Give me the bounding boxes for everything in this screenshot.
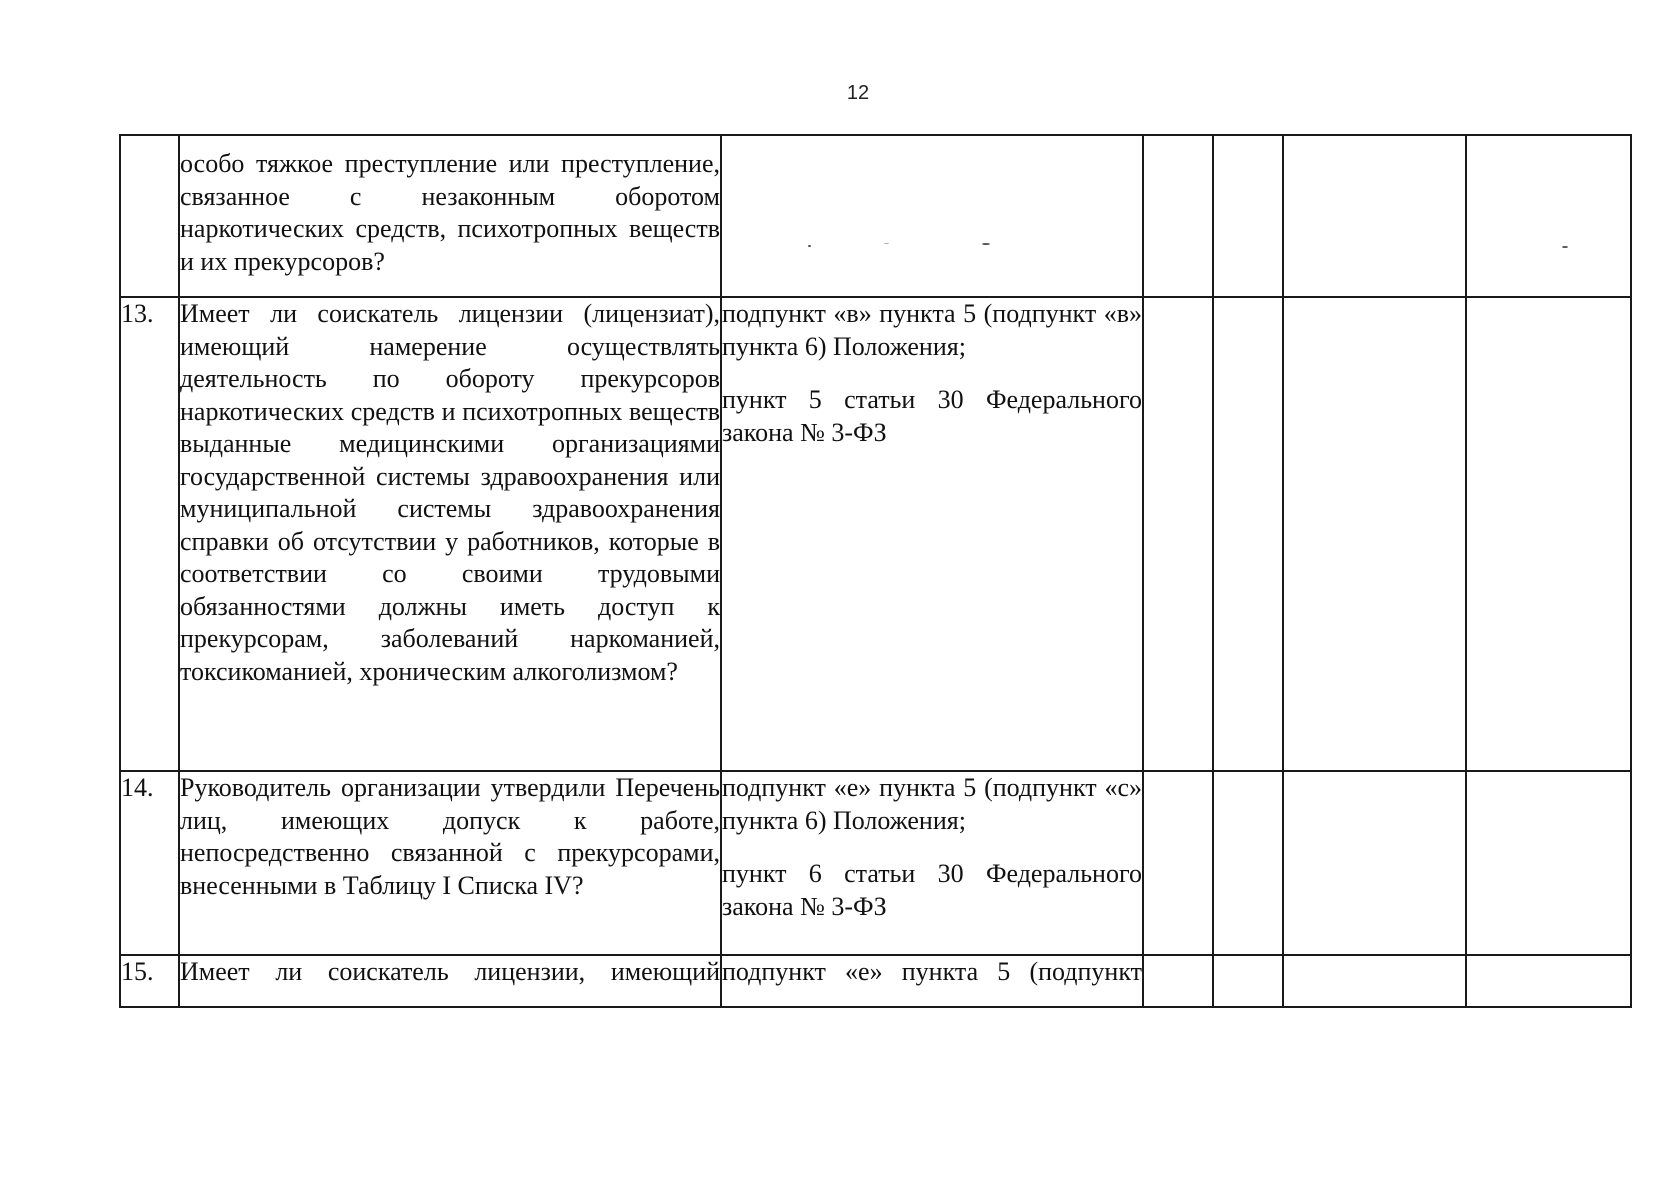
reference-line: подпункт «е» пункта 5 (подпункт <box>722 957 1142 986</box>
empty-cell <box>1466 771 1631 955</box>
empty-cell <box>1466 135 1631 297</box>
row-question: Имеет ли соискатель лицензии, имеющий <box>179 955 721 1007</box>
checklist-table <box>119 134 1632 1008</box>
scan-speck <box>884 243 889 244</box>
row-number: 15. <box>120 955 179 1007</box>
row-reference <box>721 135 1143 297</box>
row-reference <box>721 955 1143 1007</box>
empty-cell <box>1283 955 1466 1007</box>
empty-cell <box>1213 135 1283 297</box>
table-row <box>120 297 1631 771</box>
row-question: особо тяжкое преступление или преступление, связанное с незаконным оборотом наркотических средств, психотропных веществ и их прекурсоров? <box>179 135 721 297</box>
scan-speck <box>1562 246 1568 248</box>
page-number: 12 <box>846 82 870 104</box>
row-question: Имеет ли соискатель лицензии (лицензиат), имеющий намерение осуществлять деятельность по обороту прекурсоров наркотических средств и психотропных веществ выданные медицинскими организациями государственной системы здравоохранения или муниципальной системы здравоохранения справки об отсутствии у работников, которые в соответствии со своими трудовыми обязанностями должны иметь доступ к прекурсорам, заболеваний наркоманией, токсикоманией, хроническим алкоголизмом? <box>179 297 721 771</box>
reference-line: пункт 5 статьи 30 Федерального закона № 3-ФЗ <box>722 385 1142 447</box>
empty-cell <box>1213 771 1283 955</box>
scan-speck <box>808 245 811 247</box>
empty-cell <box>1283 297 1466 771</box>
table-row <box>120 955 1631 1007</box>
row-number: 13. <box>120 297 179 771</box>
empty-cell <box>1213 955 1283 1007</box>
empty-cell <box>1143 955 1213 1007</box>
table-row <box>120 771 1631 955</box>
empty-cell <box>1283 135 1466 297</box>
empty-cell <box>1213 297 1283 771</box>
empty-cell <box>1283 771 1466 955</box>
scan-speck <box>982 243 990 245</box>
empty-cell <box>1466 955 1631 1007</box>
table-row <box>120 135 1631 297</box>
row-number: 14. <box>120 771 179 955</box>
row-number <box>120 135 179 297</box>
empty-cell <box>1466 297 1631 771</box>
empty-cell <box>1143 135 1213 297</box>
row-question: Руководитель организации утвердили Перечень лиц, имеющих допуск к работе, непосредственно связанной с прекурсорами, внесенными в Таблицу I Списка IV? <box>179 771 721 955</box>
empty-cell <box>1143 771 1213 955</box>
row-reference <box>721 297 1143 771</box>
row-reference <box>721 771 1143 955</box>
empty-cell <box>1143 297 1213 771</box>
reference-line: подпункт «в» пункта 5 (подпункт «в» пункта 6) Положения; <box>722 299 1142 361</box>
reference-line: подпункт «е» пункта 5 (подпункт «с» пункта 6) Положения; <box>722 773 1142 835</box>
reference-line: пункт 6 статьи 30 Федерального закона № 3-ФЗ <box>722 859 1142 921</box>
